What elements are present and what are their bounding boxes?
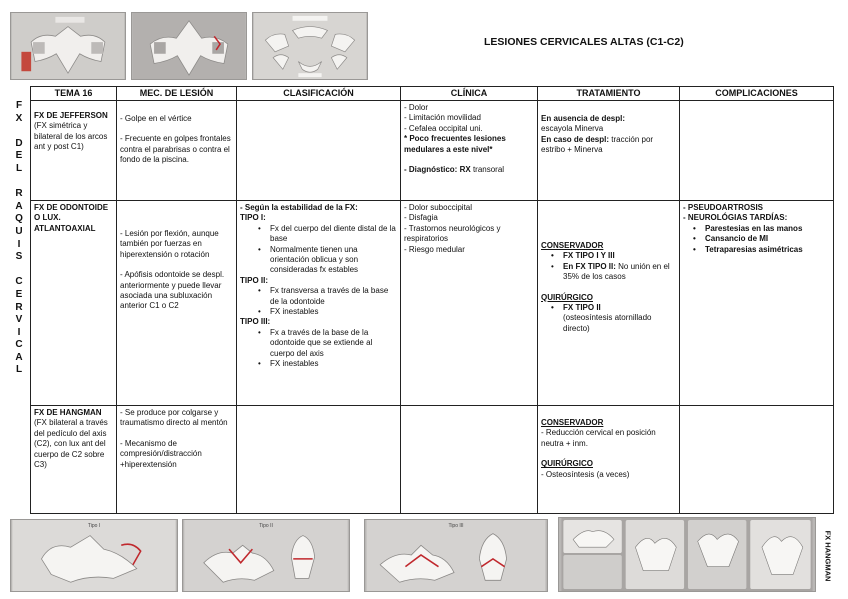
trat-item: • FX TIPO I Y III [541, 251, 676, 261]
table-header-row [31, 87, 834, 101]
mec-item: - Mecanismo de compresión/distracción +hiperextensión [120, 438, 202, 469]
atlas-fracture-icon [132, 13, 246, 79]
header-clinica: CLÍNICA [401, 87, 538, 101]
hangman-label-text: FX HANGMAN [823, 530, 833, 582]
trat-value: tracción por estribo + Minerva [541, 134, 654, 155]
comp-subitem: • Parestesias en las manos [683, 224, 830, 234]
side-letter: X [15, 112, 23, 124]
clinica-diagnostico: - Diagnóstico: RX transoral [404, 165, 505, 175]
comp-odontoide [680, 201, 834, 406]
clinica-jefferson [401, 101, 538, 201]
lesion-name: FX DE JEFFERSON [34, 111, 108, 120]
tipo-label: TIPO II: [240, 275, 268, 285]
tipo-item: • FX inestables [240, 307, 397, 317]
comp-jefferson [680, 101, 834, 201]
comp-hangman [680, 406, 834, 514]
mec-item: - Apófisis odontoide se despl. anteriormente y puede llevar asociada una subluxación anterior C1 o C2 [120, 270, 225, 311]
comp-item: - PSEUDOARTROSIS [683, 203, 764, 212]
clinica-item: - Cefalea occipital uni. [404, 123, 483, 133]
comp-subitem: • Cansancio de MI [683, 234, 830, 244]
lesion-jefferson [31, 101, 117, 201]
page-title: LESIONES CERVICALES ALTAS (C1-C2) [484, 36, 684, 48]
trat-label: En caso de despl: [541, 134, 610, 144]
side-letter: Q [15, 213, 23, 225]
mec-item: - Lesión por flexión, aunque también por fuerzas en hiperextensión o rotación [120, 229, 219, 259]
trat-quirurgico-label: QUIRÚRGICO [541, 292, 593, 302]
hangman-fracture-photo [558, 517, 816, 592]
side-letter: D [15, 137, 23, 149]
odontoid-type3-photo [364, 519, 548, 592]
side-letter: A [15, 200, 23, 212]
side-letter: A [15, 351, 23, 363]
trat-odontoide [538, 201, 680, 406]
lesion-hangman [31, 406, 117, 514]
tipo-label: TIPO III: [240, 317, 271, 327]
mec-item: - Frecuente en golpes frontales contra el parabrisas o contra el fondo de la piscina. [120, 134, 231, 165]
side-letter: E [15, 288, 23, 300]
atlas-fragments-icon [253, 13, 367, 79]
mec-jefferson [117, 101, 237, 201]
tipo-item: • Fx transversa a través de la base de la odontoide [240, 286, 397, 307]
side-letter: I [17, 326, 21, 338]
trat-quirurgico-label: QUIRÚRGICO [541, 459, 593, 469]
trat-conservador-label: CONSERVADOR [541, 241, 604, 250]
tipo-label: TIPO I: [240, 213, 266, 223]
clasif-jefferson [237, 101, 401, 201]
side-label-fx-del-raquis-cervical [8, 100, 30, 377]
hangman-photo-label [822, 520, 834, 592]
table-row-jefferson [31, 101, 834, 201]
odontoid-type2-icon [183, 520, 349, 591]
side-letter: R [15, 188, 23, 200]
side-letter: L [15, 364, 23, 376]
clinica-item: - Dolor [404, 103, 429, 112]
header-tratamiento: TRATAMIENTO [538, 87, 680, 101]
atlas-model-photo-2 [131, 12, 247, 80]
trat-jefferson [538, 101, 680, 201]
trat-label: En ausencia de despl: [541, 114, 626, 123]
mec-item: - Golpe en el vértice [120, 114, 192, 123]
lesion-name: FX DE ODONTOIDE O LUX. ATLANTOAXIAL [34, 203, 109, 233]
comp-subitem: • Tetraparesias asimétricas [683, 245, 830, 255]
table-row-hangman [31, 406, 834, 514]
lesion-hangman-text: FX DE HANGMAN (FX bilateral a través del pedículo del axis (C2), con lux ant del cuerpo de C2 sobre C3) [34, 408, 108, 470]
trat-conservador-label: CONSERVADOR [541, 418, 604, 427]
trat-text: - Osteosíntesis (a veces) [541, 469, 630, 479]
clinica-hangman [401, 406, 538, 514]
photo-tag: Tipo III [448, 523, 464, 529]
side-letter: E [15, 150, 23, 162]
tipo-item: • FX inestables [240, 359, 397, 369]
trat-item: • En FX TIPO II: No unión en el 35% de los casos [541, 262, 676, 283]
side-letter: C [15, 339, 23, 351]
mec-item: - Se produce por colgarse y traumatismo directo al mentón [120, 408, 228, 428]
hangman-vertebrae-icon [559, 518, 815, 591]
header-complicaciones: COMPLICACIONES [680, 87, 834, 101]
lesions-table [30, 86, 834, 514]
tipo-item: • Fx del cuerpo del diente distal de la base [240, 224, 397, 245]
atlas-model-photo-3 [252, 12, 368, 80]
mec-odontoide [117, 201, 237, 406]
clinica-item: - Limitación movilidad [404, 113, 481, 123]
odontoid-type2-photo [182, 519, 350, 592]
side-letter: R [15, 301, 23, 313]
clasif-intro: - Según la estabilidad de la FX: [240, 203, 358, 212]
header-mec: MEC. DE LESIÓN [117, 87, 237, 101]
clinica-odontoide [401, 201, 538, 406]
trat-item: • FX TIPO II [541, 303, 676, 313]
odontoid-type1-icon [11, 520, 177, 591]
header-clasificacion: CLASIFICACIÓN [237, 87, 401, 101]
lesion-odontoide [31, 201, 117, 406]
mec-hangman [117, 406, 237, 514]
side-letter: F [15, 100, 23, 111]
trat-hangman [538, 406, 680, 514]
tipo-item: • Normalmente tienen una orientación oblicua y son consideradas fx estables [240, 245, 397, 276]
header-tema: TEMA 16 [31, 87, 117, 101]
side-letter: L [15, 162, 23, 174]
clinica-warning: * Poco frecuentes lesiones medulares a este nivel* [404, 134, 506, 154]
photo-tag: Tipo I [87, 523, 101, 529]
odontoid-type3-icon [365, 520, 547, 591]
trat-value: escayola Minerva [541, 124, 604, 134]
trat-note: (osteosíntesis atornillado directo) [563, 313, 652, 333]
lesion-desc: (FX simétrica y bilateral de los arcos ant y post C1) [34, 121, 108, 152]
trat-text: - Reducción cervical en posición neutra + inm. [541, 428, 656, 448]
table-row-odontoide [31, 201, 834, 406]
clinica-item: - Disfagia [404, 213, 438, 223]
odontoid-type1-photo [10, 519, 178, 592]
side-letter: C [15, 276, 23, 288]
clasif-hangman [237, 406, 401, 514]
photo-tag: Tipo II [259, 523, 273, 529]
side-letter: U [15, 225, 23, 237]
clinica-item: - Riesgo medular [404, 244, 465, 254]
side-letter: I [17, 238, 21, 250]
clinica-item: - Dolor suboccipital [404, 203, 473, 212]
side-letter: V [15, 314, 23, 326]
side-letter: S [15, 251, 23, 263]
clinica-item: - Trastornos neurológicos y respiratorios [404, 223, 501, 244]
tipo-item: • Fx a través de la base de la odontoide que se extiende al cuerpo del axis [240, 328, 397, 359]
comp-item: - NEUROLÓGIAS TARDÍAS: [683, 213, 788, 223]
atlas-model-photo-1 [10, 12, 126, 80]
clasif-odontoide [237, 201, 401, 406]
atlas-vertebra-icon [11, 13, 125, 79]
